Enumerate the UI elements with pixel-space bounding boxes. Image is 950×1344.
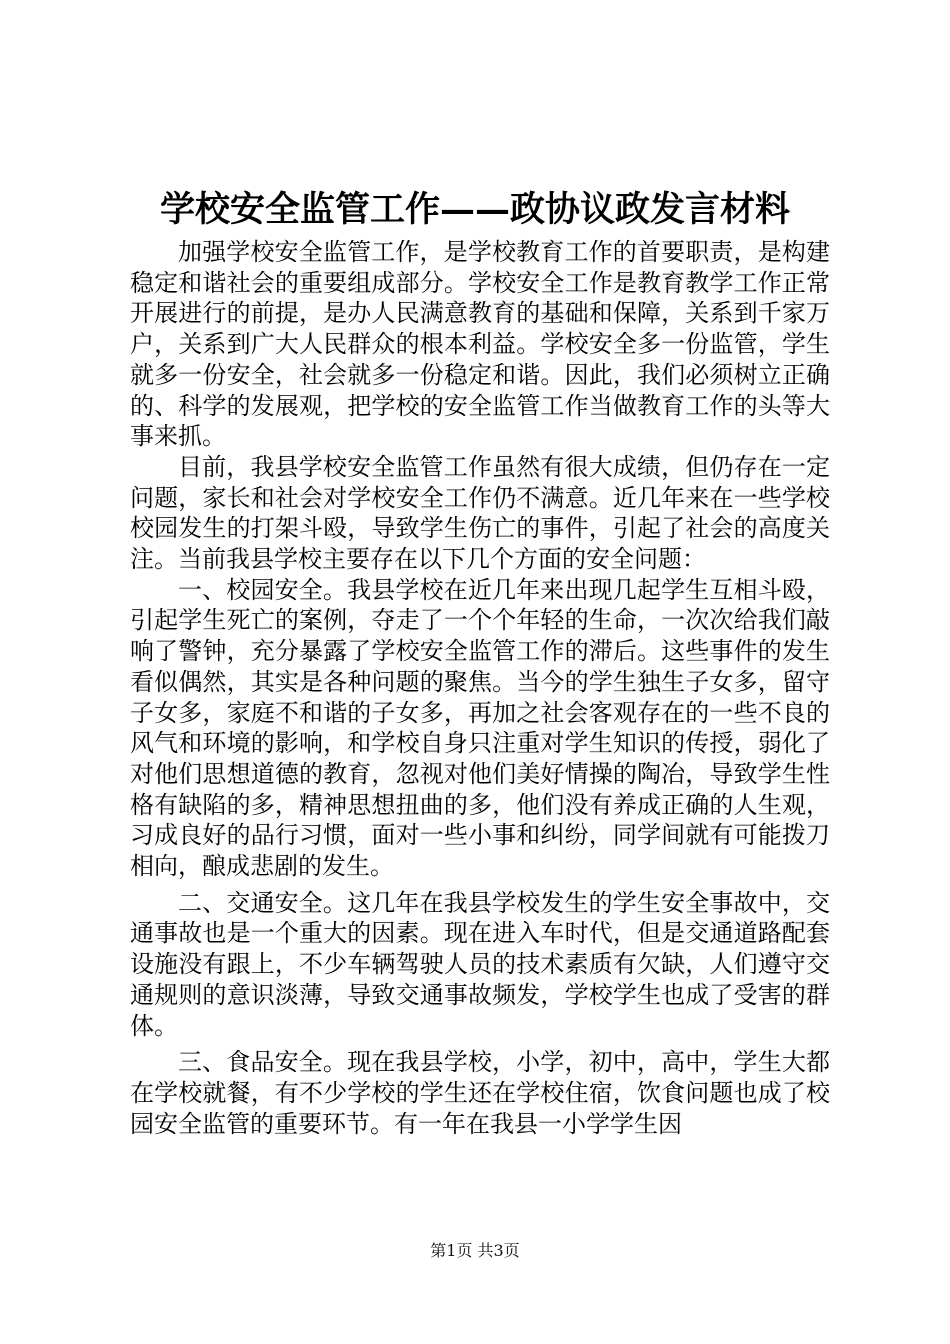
- paragraph-campus-safety: 一、校园安全。我县学校在近几年来出现几起学生互相斗殴，引起学生死亡的案例，夺走了一个个年轻的生命，一次次给我们敲响了警钟，充分暴露了学校安全监管工作的滞后。这些事件的发生看似偶然，其实是各种问题的聚焦。当今的学生独生子女多，留守子女多，家庭不和谐的子女多，再加之社会客观存在的一些不良的风气和环境的影响，和学校自身只注重对学生知识的传授，弱化了对他们思想道德的教育，忽视对他们美好情操的陶冶，导致学生性格有缺陷的多，精神思想扭曲的多，他们没有养成正确的人生观，习成良好的品行习惯，面对一些小事和纠纷，同学间就有可能拨刀相向，酿成悲剧的发生。: [130, 575, 830, 881]
- paragraph-traffic-safety: 二、交通安全。这几年在我县学校发生的学生安全事故中，交通事故也是一个重大的因素。现在进入车时代，但是交通道路配套设施没有跟上，不少车辆驾驶人员的技术素质有欠缺，人们遵守交通规则的意识淡薄，导致交通事故频发，学校学生也成了受害的群体。: [130, 888, 830, 1040]
- document-title: 学校安全监管工作——政协议政发言材料: [159, 189, 790, 230]
- paragraph-current-status: 目前，我县学校安全监管工作虽然有很大成绩，但仍存在一定问题，家长和社会对学校安全工作仍不满意。近几年来在一些学校校园发生的打架斗殴，导致学生伤亡的事件，引起了社会的高度关注。当前我县学校主要存在以下几个方面的安全问题：: [130, 452, 830, 574]
- page-number-indicator: 第1页 共3页: [430, 1241, 520, 1260]
- paragraph-food-safety: 三、食品安全。现在我县学校，小学，初中，高中，学生大都在学校就餐，有不少学校的学生还在学校住宿，饮食问题也成了校园安全监管的重要环节。有一年在我县一小学学生因: [130, 1048, 830, 1138]
- paragraph-intro: 加强学校安全监管工作，是学校教育工作的首要职责，是构建稳定和谐社会的重要组成部分。学校安全工作是教育教学工作正常开展进行的前提，是办人民满意教育的基础和保障，关系到千家万户，关系到广大人民群众的根本利益。学校安全多一份监管，学生就多一份安全，社会就多一份稳定和谐。因此，我们必须树立正确的、科学的发展观，把学校的安全监管工作当做教育工作的头等大事来抓。: [130, 238, 830, 451]
- page-footer: [0, 1240, 950, 1262]
- document-body: [130, 237, 830, 1139]
